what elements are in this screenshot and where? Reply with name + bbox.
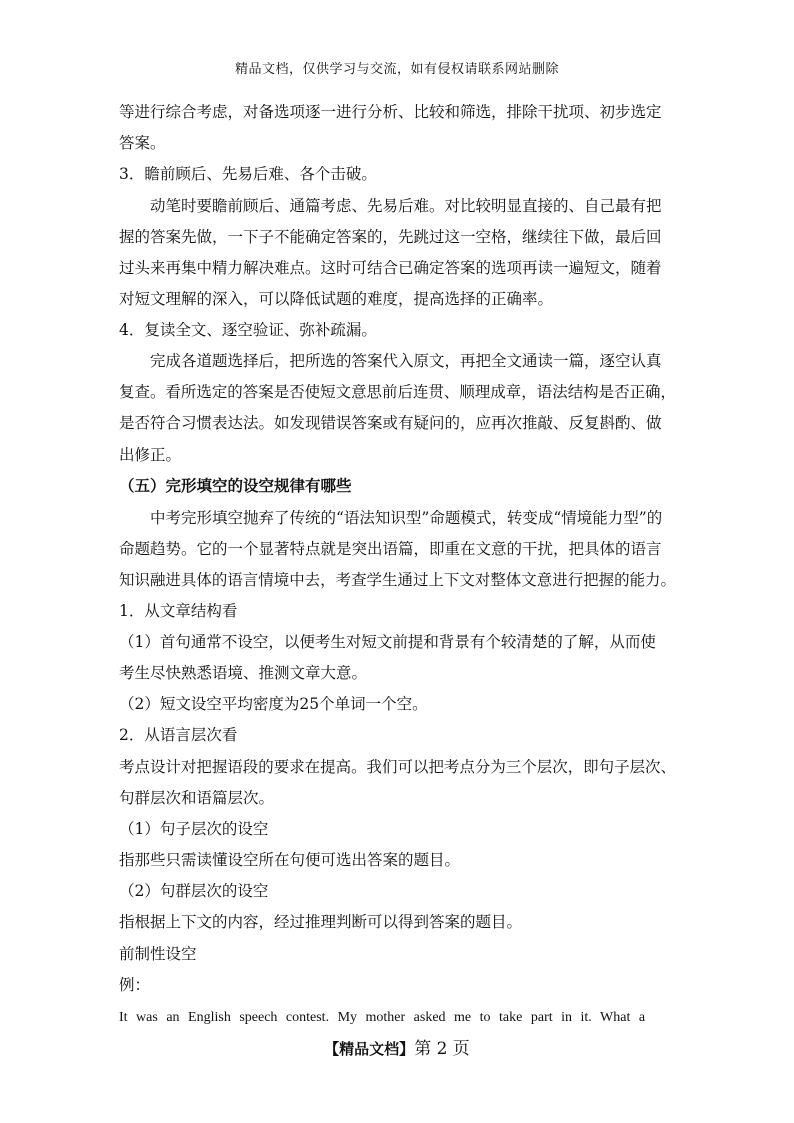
body-line: 动笔时要瞻前顾后、通篇考虑、先易后难。对比较明显直接的、自己最有把 <box>150 197 662 215</box>
body-line: 是否符合习惯表达法。如发现错误答案或有疑问的，应再次推敲、反复斟酌、做 <box>119 414 662 432</box>
body-line: 对短文理解的深入，可以降低试题的难度，提高选择的正确率。 <box>119 290 554 308</box>
sub-item: （1）句子层次的设空 <box>119 820 269 838</box>
sub-item: （2）句群层次的设空 <box>119 882 269 900</box>
body-line: 前制性设空 <box>119 945 197 963</box>
section-item: 1．从文章结构看 <box>119 602 238 620</box>
body-line: 中考完形填空抛弃了传统的“语法知识型”命题模式，转变成“情境能力型”的 <box>150 509 663 527</box>
body-line: 完成各道题选择后，把所选的答案代入原文，再把全文通读一篇，逐空认真 <box>150 352 662 370</box>
body-line: 出修正。 <box>119 446 182 464</box>
footer-label: 【精品文档】 <box>324 1040 415 1058</box>
section-item: 2．从语言层次看 <box>119 726 238 744</box>
section-heading: （五）完形填空的设空规律有哪些 <box>119 476 352 495</box>
body-line: 命题趋势。它的一个显著特点就是突出语篇，即重在文意的干扰，把具体的语言 <box>119 540 662 558</box>
page-header: 精品文档，仅供学习与交流，如有侵权请联系网站删除 <box>234 62 559 77</box>
body-line: 指那些只需读懂设空所在句便可选出答案的题目。 <box>119 851 461 869</box>
body-line: 知识融进具体的语言情境中去，考查学生通过上下文对整体文意进行把握的能力。 <box>119 571 677 589</box>
body-line: 例： <box>119 976 151 994</box>
body-line: 句群层次和语篇层次。 <box>119 789 275 807</box>
body-line: （1）首句通常不设空，以便考生对短文前提和背景有个较清楚的了解，从而使 <box>119 633 656 651</box>
body-line: 考点设计对把握语段的要求在提高。我们可以把考点分为三个层次，即句子层次、 <box>119 758 677 776</box>
body-line: 等进行综合考虑，对备选项逐一进行分析、比较和筛选，排除干扰项、初步选定 <box>119 103 662 121</box>
body-line: （2）短文设空平均密度为25个单词一个空。 <box>119 695 428 713</box>
body-line: 答案。 <box>119 134 166 152</box>
body-line: 考生尽快熟悉语境、推测文章大意。 <box>119 664 368 682</box>
body-line: 过头来再集中精力解决难点。这时可结合已确定答案的选项再读一遍短文，随着 <box>119 259 662 277</box>
page-footer <box>0 1034 794 1059</box>
body-line: 指根据上下文的内容，经过推理判断可以得到答案的题目。 <box>119 913 523 931</box>
body-line: 握的答案先做，一下子不能确定答案的，先跳过这一空格，继续往下做，最后回 <box>119 228 662 246</box>
page-number: 第 2 页 <box>414 1039 470 1059</box>
body-line: 复查。看所选定的答案是否使短文意思前后连贯、顺理成章，语法结构是否正确， <box>119 383 677 401</box>
english-example-line: It was an English speech contest. My mother asked me to take part in it. What a <box>119 1010 646 1025</box>
section-item: 3．瞻前顾后、先易后难、各个击破。 <box>119 165 377 183</box>
section-item: 4．复读全文、逐空验证、弥补疏漏。 <box>119 321 377 339</box>
